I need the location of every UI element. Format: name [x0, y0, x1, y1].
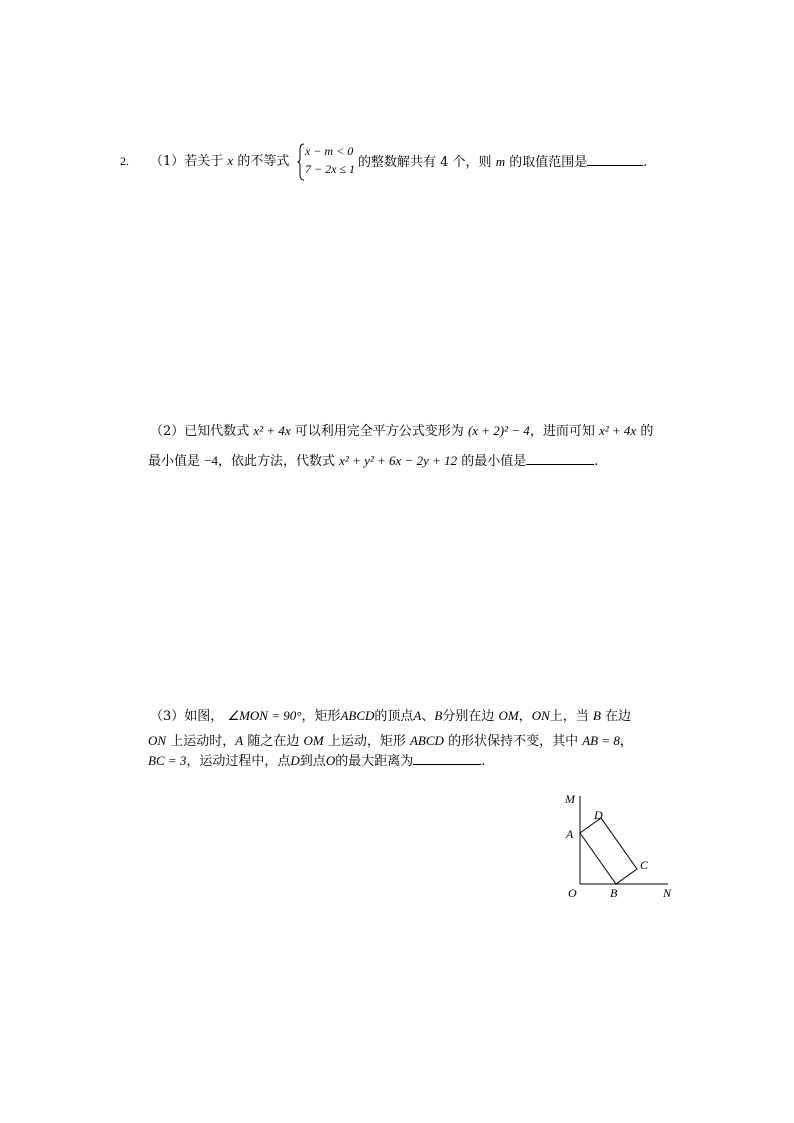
- expr-2: (x + 2)² − 4: [467, 423, 530, 438]
- label-m: M: [565, 792, 575, 806]
- part2-label: （2）已知代数式: [150, 424, 250, 439]
- edge-on: ON: [531, 708, 550, 723]
- rect-name: ABCD: [340, 708, 375, 723]
- ineq-line1: x − m < 0: [305, 144, 354, 158]
- part1-text-cont: [358, 151, 647, 173]
- label-n: N: [663, 886, 672, 900]
- part2-t6: ，依此方法，代数式: [218, 454, 336, 469]
- bc-length: BC = 3: [148, 753, 187, 768]
- rect-name-2: ABCD: [409, 733, 444, 748]
- comma: ，: [518, 709, 532, 724]
- part3-t10: 的形状保持不变，其中: [448, 734, 579, 749]
- point-b-2: B: [592, 708, 601, 723]
- part1-t3: 的整数解共有 4 个，则: [358, 155, 492, 170]
- part1-end: .: [643, 155, 648, 170]
- part3-t11: ，: [619, 734, 633, 749]
- angle-mon: ∠MON = 90°: [227, 708, 302, 723]
- part2-line2: [148, 450, 598, 472]
- point-d: D: [290, 753, 300, 768]
- rectangle-abcd: [580, 818, 637, 884]
- answer-blank-1[interactable]: [587, 151, 643, 166]
- var-x: x: [227, 153, 234, 168]
- expr-3: x² + 4x: [598, 423, 637, 438]
- ineq-line2: 7 − 2x ≤ 1: [305, 162, 356, 176]
- part3-t13: 到点: [299, 754, 326, 769]
- part3-t8: 随之在边: [247, 734, 300, 749]
- part2-t2: 可以利用完全平方公式变形为: [294, 424, 464, 439]
- var-m: m: [495, 154, 506, 169]
- ab-length: AB = 8: [582, 733, 620, 748]
- part3-t3: 的顶点: [374, 709, 414, 724]
- label-d: D: [594, 808, 603, 822]
- part2-t3: ，进而可知: [529, 424, 595, 439]
- sep: 、: [421, 709, 435, 724]
- part2-end: .: [594, 454, 599, 469]
- part1-text: [150, 151, 289, 172]
- part2-t7: 的最小值是: [461, 454, 527, 469]
- inequality-system: [305, 142, 355, 178]
- point-b: B: [434, 708, 443, 723]
- label-c: C: [640, 858, 649, 872]
- label-a: A: [566, 827, 574, 841]
- part3-t12: ，运动过程中，点: [186, 754, 291, 769]
- part3-label: （3）如图，: [150, 709, 224, 724]
- part3-t4: 分别在边: [442, 709, 495, 724]
- expr-4: x² + y² + 6x − 2y + 12: [339, 453, 458, 468]
- part3-t5: 上，当: [549, 709, 589, 724]
- point-a: A: [413, 708, 422, 723]
- part3-t2: ，矩形: [301, 709, 341, 724]
- question-number: 2.: [120, 154, 129, 168]
- label-b: B: [610, 886, 618, 900]
- part1-label: （1）若关于: [150, 154, 224, 169]
- part3-end: .: [481, 754, 486, 769]
- geometry-figure: [560, 788, 685, 903]
- part2-line1: [150, 421, 653, 442]
- edge-om: OM: [498, 708, 519, 723]
- edge-on-2: ON: [148, 733, 167, 748]
- part3-line2: [148, 731, 633, 752]
- expr-1: x² + 4x: [253, 423, 291, 438]
- part3-t14: 的最大距离为: [335, 754, 414, 769]
- point-o: O: [325, 753, 336, 768]
- answer-blank-2[interactable]: [526, 450, 594, 465]
- part2-t5: 最小值是: [148, 454, 201, 469]
- part2-t4: 的: [640, 424, 654, 439]
- part3-line1: [150, 706, 631, 727]
- answer-blank-3[interactable]: [413, 750, 481, 765]
- edge-om-2: OM: [303, 733, 324, 748]
- part3-line3: [148, 750, 485, 772]
- part3-t7: 上运动时，: [170, 734, 236, 749]
- brace-icon: [297, 143, 305, 181]
- min-value: −4: [204, 453, 218, 468]
- part1-t2: 的不等式: [237, 154, 290, 169]
- part3-t6: 在边: [605, 709, 632, 724]
- part3-t9: 上运动，矩形: [327, 734, 406, 749]
- part1-t4: 的取值范围是: [509, 155, 588, 170]
- label-o: O: [568, 886, 577, 900]
- point-a-2: A: [235, 733, 244, 748]
